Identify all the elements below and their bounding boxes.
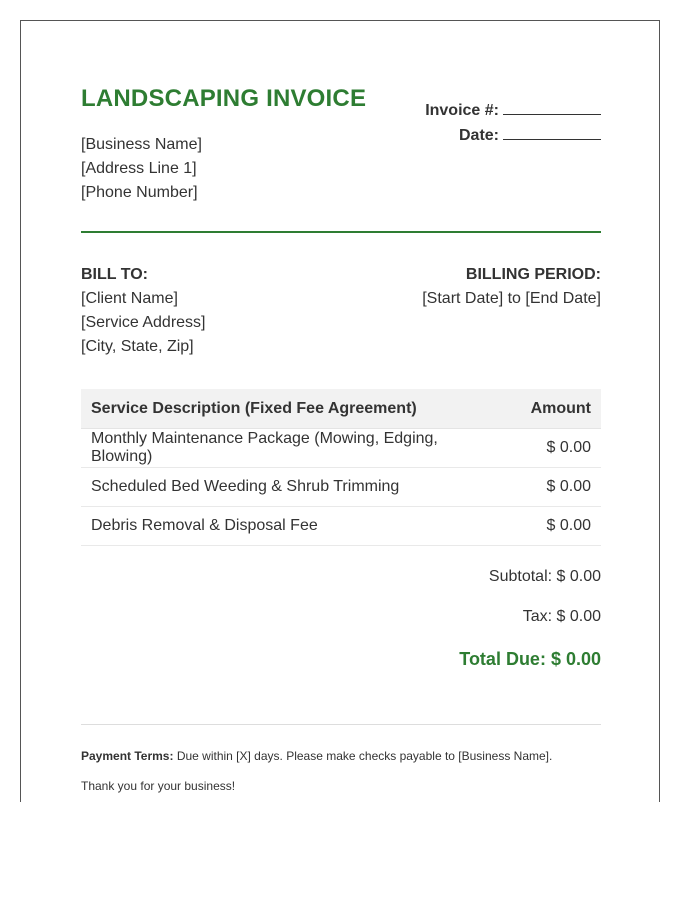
thank-you-note: Thank you for your business! <box>81 779 236 793</box>
payment-terms <box>81 748 552 764</box>
table-header-row <box>81 389 601 429</box>
invoice-date-blank <box>503 123 601 140</box>
table-row <box>81 507 601 546</box>
invoice-meta <box>425 98 601 148</box>
payment-terms-text: Due within [X] days. Please make checks payable to [Business Name]. <box>173 749 553 763</box>
header-divider <box>81 231 601 233</box>
invoice-number-blank <box>503 98 601 115</box>
invoice-number-row <box>425 98 601 123</box>
footer-divider <box>81 724 601 725</box>
service-address: [Service Address] <box>81 314 206 331</box>
bill-to-section <box>81 263 206 359</box>
payment-terms-label: Payment Terms: <box>81 749 174 763</box>
totals-section <box>459 566 601 686</box>
service-description: Debris Removal & Disposal Fee <box>81 507 491 546</box>
bill-to-heading: BILL TO: <box>81 266 148 283</box>
business-info <box>81 133 202 205</box>
invoice-date-row <box>425 123 601 148</box>
client-city: [City, State, Zip] <box>81 338 194 355</box>
client-name: [Client Name] <box>81 290 178 307</box>
table-row <box>81 429 601 468</box>
billing-period-value: [Start Date] to [End Date] <box>422 290 601 307</box>
total-due: Total Due: $ 0.00 <box>459 649 601 669</box>
service-amount: $ 0.00 <box>491 429 601 468</box>
invoice-date-label: Date: <box>458 127 499 144</box>
services-table <box>81 389 601 546</box>
table-row <box>81 468 601 507</box>
billing-period-heading: BILLING PERIOD: <box>465 266 601 283</box>
business-phone: [Phone Number] <box>81 184 198 201</box>
invoice-number-label: Invoice #: <box>425 102 499 119</box>
column-header-description: Service Description (Fixed Fee Agreement) <box>81 389 491 429</box>
column-header-amount: Amount <box>491 389 601 429</box>
tax: Tax: $ 0.00 <box>522 608 601 625</box>
service-amount: $ 0.00 <box>491 468 601 507</box>
invoice-sheet <box>20 20 660 802</box>
service-description: Monthly Maintenance Package (Mowing, Edging, Blowing) <box>81 429 491 468</box>
service-description: Scheduled Bed Weeding & Shrub Trimming <box>81 468 491 507</box>
service-amount: $ 0.00 <box>491 507 601 546</box>
billing-period-section <box>422 263 601 311</box>
subtotal: Subtotal: $ 0.00 <box>488 568 601 585</box>
business-address: [Address Line 1] <box>81 160 197 177</box>
invoice-title: LANDSCAPING INVOICE <box>81 85 367 112</box>
business-name: [Business Name] <box>81 136 202 153</box>
